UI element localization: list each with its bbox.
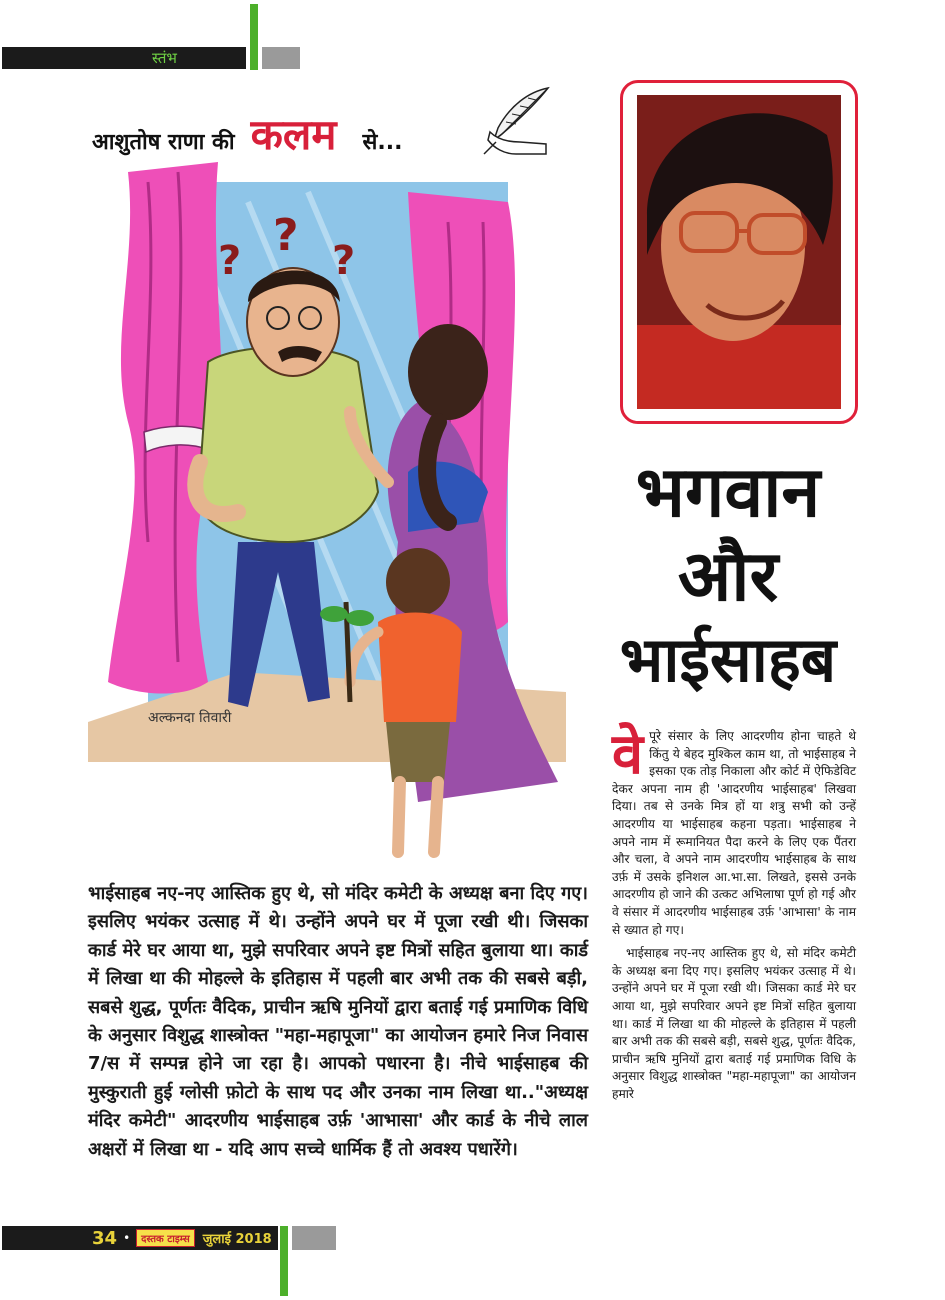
footer-green-bar: [280, 1226, 288, 1296]
author-portrait: [637, 95, 841, 409]
header-green-bar: [250, 4, 258, 70]
footer-info: [92, 1226, 272, 1250]
body-paragraph-1-text: पूरे संसार के लिए आदरणीय होना चाहते थे किंतु ये बेहद मुश्किल काम था, तो भाईसाहब ने इसका एक तोड़ निकाला और कोर्ट में ऐफिडेविट देकर अपना नाम ही 'आदरणीय भाईसाहब' लिखवा दिया। तब से उनके मित्र हों या शत्रु सभी को उन्हें आदरणीय या भाईसाहब कहना पड़ता। भाईसाहब ने अपने नाम में रूमानियत पैदा करने के लिए एक पैंतरा और चला, वे अपने नाम आदरणीय भाईसाहब के साथ उर्फ़ में उसके इनिशल आ.भा.सा. लिखते, इससे उनके आदरणीय हो जाने की उत्कट अभिलाषा पूर्ण हो गई और वे संसार में आदरणीय भाईसाहब उर्फ़ 'आभासा' के नाम से ख्यात हो गए।: [612, 729, 856, 937]
question-mark: ?: [332, 238, 356, 284]
article-headline: [598, 450, 858, 702]
headline-line-3: भाईसाहब: [619, 623, 837, 696]
issue-date: जुलाई 2018: [202, 1232, 272, 1247]
quill-pen-icon: [476, 84, 556, 160]
magazine-logo: दस्तक टाइम्स: [136, 1229, 195, 1247]
article-body-right: [612, 722, 856, 1109]
page-number: 34: [92, 1227, 118, 1249]
column-se: से...: [362, 130, 403, 155]
body-paragraph: भाईसाहब नए-नए आस्तिक हुए थे, सो मंदिर कमेटी के अध्यक्ष बना दिए गए। इसलिए भयंकर उत्साह में थे। उन्होंने अपने घर में पूजा रखी थी। जिसका कार्ड मेरे घर आया था, मुझे सपरिवार अपने इष्ट मित्रों सहित बुलाया था। कार्ड में लिखा था की मोहल्ले के इतिहास में पहली बार अभी तक की सबसे बड़ी, सबसे शुद्ध, पूर्णतः वैदिक, प्राचीन ऋषि मुनियों द्वारा बताई गई प्रमाणिक विधि के अनुसार विशुद्ध शास्त्रोक्त "महा-महापूजा" का आयोजन हमारे निज निवास 7/स में सम्पन्न होने जा रहा है। आपको पधारना है। नीचे भाईसाहब की मुस्कुराती हुई ग्लोसी फ़ोटो के साथ पद और उनका नाम लिखा था.."अध्यक्ष मंदिर कमेटी" आदरणीय भाईसाहब उर्फ़ 'आभासा' और कार्ड के नीचे लाल अक्षरों में लिखा था - यदि आप सच्चे धार्मिक हैं तो अवश्य पधारेंगे।: [88, 883, 588, 1160]
section-label: स्तंभ: [152, 49, 177, 67]
body-paragraph-2: भाईसाहब नए-नए आस्तिक हुए थे, सो मंदिर कमेटी के अध्यक्ष बना दिए गए। इसलिए भयंकर उत्साह में थे। उन्होंने अपने घर में पूजा रखी थी। जिसका कार्ड मेरे घर आया था, मुझे सपरिवार अपने इष्ट मित्रों सहित बुलाया था। कार्ड में लिखा था की मोहल्ले के इतिहास में पहली बार अभी तक की सबसे बड़ी, सबसे शुद्ध, पूर्णतः वैदिक, प्राचीन ऋषि मुनियों द्वारा बताई गई प्रमाणिक विधि के अनुसार विशुद्ध शास्त्रोक्त "महा-महापूजा" का आयोजन हमारे: [612, 946, 856, 1101]
headline-line-2: और: [677, 535, 779, 617]
footer-gray-bar: [292, 1226, 336, 1250]
question-mark: ?: [273, 210, 299, 261]
cartoon-illustration: [88, 162, 566, 872]
column-title: [92, 100, 403, 159]
body-paragraph-1: [612, 722, 856, 939]
footer-bullet: •: [123, 1231, 131, 1245]
header-bar: [2, 47, 246, 69]
question-mark: ?: [218, 238, 242, 284]
column-kalam: कलम: [250, 110, 337, 159]
headline-line-1: भगवान: [635, 451, 821, 533]
cartoon-signature: अल्कनदा तिवारी: [148, 710, 232, 726]
author-portrait-frame: [620, 80, 858, 424]
drop-cap: वे: [612, 722, 644, 787]
header-gray-bar: [262, 47, 300, 69]
column-author: आशुतोष राणा की: [92, 130, 235, 155]
article-body-left: [88, 880, 588, 1164]
